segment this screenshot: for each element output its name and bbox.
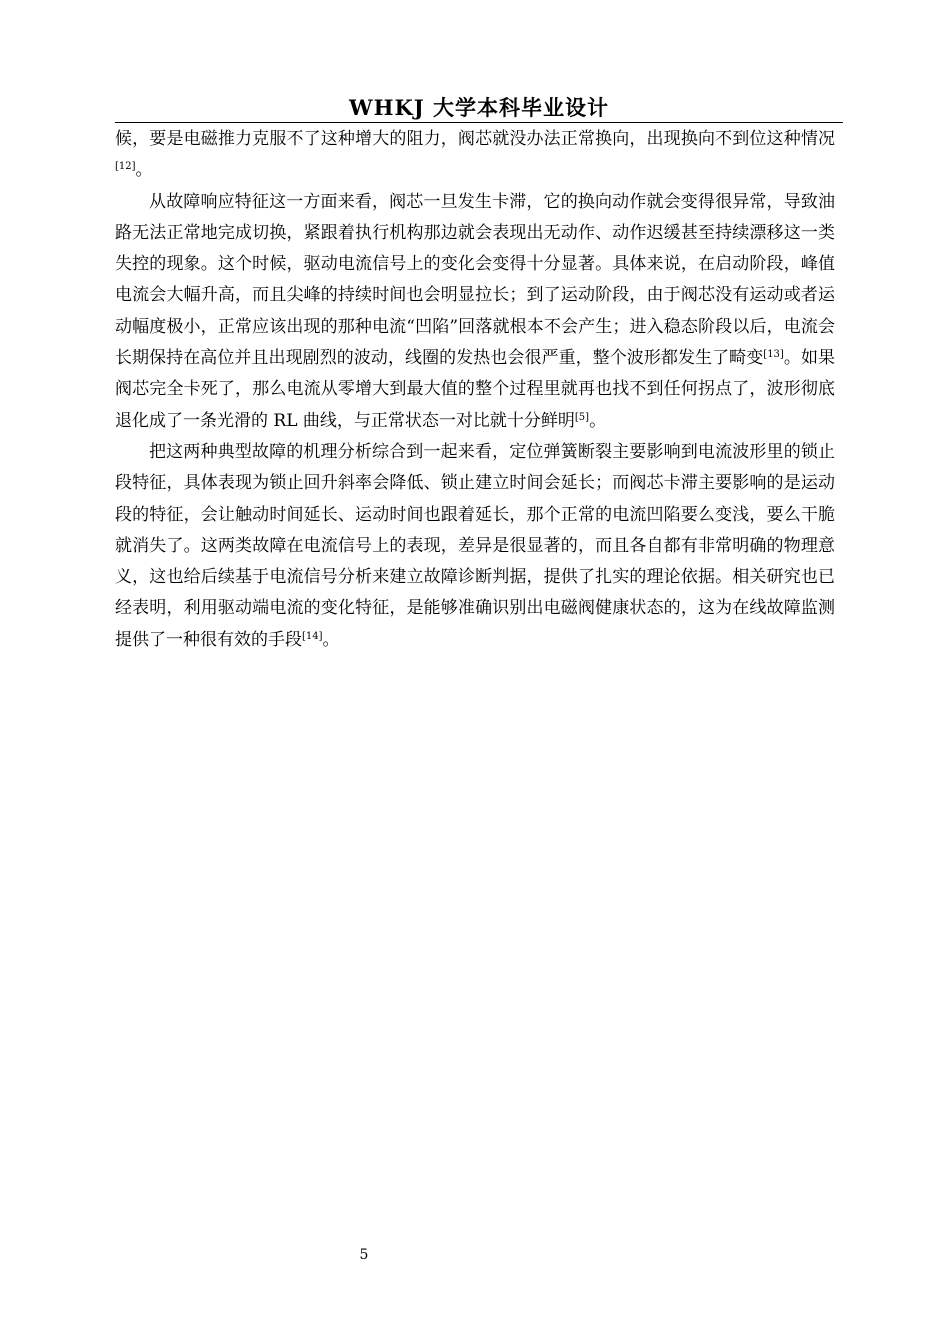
- paragraph-tail: 。如果阀芯完全卡死了，那么电流从零增大到最大值的整个过程里就再也找不到任何拐点了，波形彻底退化成了一条光滑的 RL 曲线，与正常状态一对比就十分鲜明: [115, 348, 836, 431]
- paragraph-tail: 。: [589, 410, 607, 431]
- header-rule: [115, 122, 843, 123]
- page-number: 5: [359, 1247, 369, 1263]
- citation-ref: [12]: [115, 161, 136, 173]
- running-header: WHKJ 大学本科毕业设计: [349, 95, 609, 120]
- paragraph-tail: 。: [322, 629, 340, 650]
- citation-ref: [5]: [574, 411, 590, 423]
- paragraph-text: 把这两种典型故障的机理分析综合到一起来看，定位弹簧断裂主要影响到电流波形里的锁止段特征，具体表现为锁止回升斜率会降低、锁止建立时间会延长；而阀芯卡滞主要影响的是运动段的特征，会让触动时间延长、运动时间也跟着延长，那个正常的电流凹陷要么变浅，要么干脆就消失了。这两类故障在电流信号上的表现，差异是很显著的，而且各自都有非常明确的物理意义，这也给后续基于电流信号分析来建立故障诊断判据，提供了扎实的理论依据。相关研究也已经表明，利用驱动端电流的变化特征，是能够准确识别出电磁阀健康状态的，这为在线故障监测提供了一种很有效的手段: [115, 441, 835, 650]
- paragraph-tail: 。: [135, 160, 153, 181]
- paragraph-summary: [115, 437, 835, 656]
- paragraph-text: 从故障响应特征这一方面来看，阀芯一旦发生卡滞，它的换向动作就会变得很异常，导致油路无法正常地完成切换，紧跟着执行机构那边就会表现出无动作、动作迟缓甚至持续漂移这一类失控的现象。这个时候，驱动电流信号上的变化会变得十分显著。具体来说，在启动阶段，峰值电流会大幅升高，而且尖峰的持续时间也会明显拉长；到了运动阶段，由于阀芯没有运动或者运动幅度极小，正常应该出现的那种电流“凹陷”回落就根本不会产生；进入稳态阶段以后，电流会长期保持在高位并且出现剧烈的波动，线圈的发热也会很严重，整个波形都发生了畸变: [115, 191, 835, 369]
- paragraph-continuation: [115, 124, 835, 187]
- citation-ref: [14]: [302, 630, 323, 642]
- body-text: [115, 124, 835, 656]
- paragraph-text: 候，要是电磁推力克服不了这种增大的阻力，阀芯就没办法正常换向，出现换向不到位这种情况: [115, 129, 835, 149]
- citation-ref: [13]: [763, 349, 784, 361]
- paragraph-fault-response: [115, 187, 835, 437]
